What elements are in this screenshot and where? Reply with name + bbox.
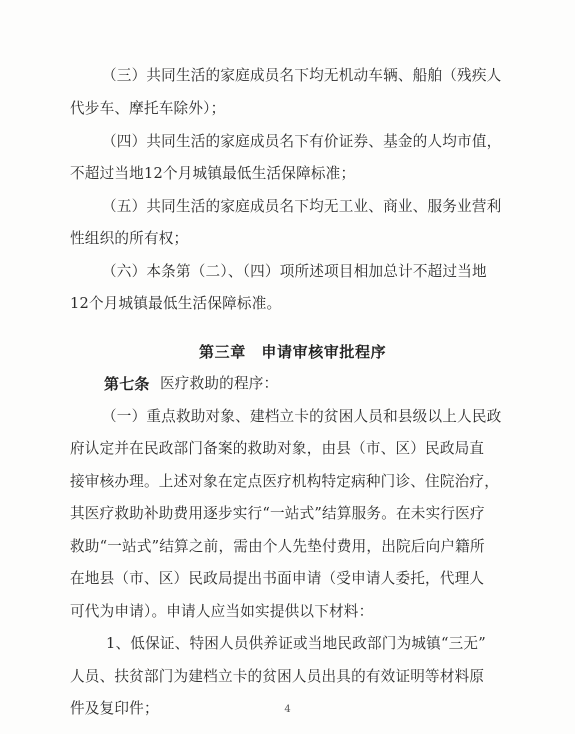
paragraph-text: 12个月城镇最低生活保障标准。: [70, 295, 282, 312]
paragraph-text: （三）共同生活的家庭成员名下均无机动车辆、船舶（残疾人: [102, 67, 502, 84]
paragraph-text: 性组织的所有权；: [70, 230, 189, 247]
body-text: （一）重点救助对象、建档立卡的贫困人员和县级以上人民政: [102, 408, 502, 425]
paragraph-text: （五）共同生活的家庭成员名下均无工业、商业、服务业营利: [102, 198, 502, 215]
body-line: [0, 431, 575, 467]
body-text: 接审核办理。上述对象在定点医疗机构特定病种门诊、住院治疗，: [70, 473, 500, 490]
body-text: 件及复印件；: [70, 700, 159, 717]
paragraph-line: [0, 254, 575, 290]
body-text: 人员、扶贫部门为建档立卡的贫困人员出具的有效证明等材料原: [70, 668, 485, 685]
paragraph-text: （六）本条第（二）、（四）项所述项目相加总计不超过当地: [102, 263, 487, 280]
body-line: [0, 464, 575, 500]
body-text: 救助“一站式”结算之前，需由个人先垫付费用，出院后向户籍所: [70, 538, 485, 555]
paragraph-line: [0, 58, 575, 94]
body-line: [0, 561, 575, 597]
chapter-heading-line: [0, 334, 575, 370]
body-line: [0, 594, 575, 630]
body-line: [0, 399, 575, 435]
body-text: 可代为申请）。申请人应当如实提供以下材料：: [70, 603, 374, 620]
paragraph-line: [0, 221, 575, 257]
article-text: 医疗救助的程序：: [160, 375, 279, 392]
body-line: [0, 626, 575, 662]
paragraph-line: [0, 124, 575, 160]
article-line: [0, 366, 575, 402]
body-text: 其医疗救助补助费用逐步实行“一站式”结算服务。在未实行医疗: [70, 505, 485, 522]
paragraph-line: [0, 189, 575, 225]
body-line: [0, 659, 575, 695]
article-label: 第七条: [104, 375, 150, 393]
body-line: [0, 529, 575, 565]
body-line: [0, 496, 575, 532]
body-text: 1、低保证、特困人员供养证或当地民政部门为城镇“三无”: [106, 635, 486, 652]
paragraph-text: 不超过当地12个月城镇最低生活保障标准；: [70, 165, 356, 182]
page-number: 4: [284, 704, 291, 715]
body-text: 府认定并在民政部门备案的救助对象，由县（市、区）民政局直: [70, 440, 485, 457]
paragraph-line: [0, 286, 575, 322]
paragraph-text: （四）共同生活的家庭成员名下有价证券、基金的人均市值，: [102, 133, 502, 150]
paragraph-line: [0, 91, 575, 127]
paragraph-line: [0, 156, 575, 192]
chapter-heading: 第三章 申请审核审批程序: [199, 343, 387, 361]
paragraph-text: 代步车、摩托车除外）；: [70, 100, 226, 117]
body-text: 在地县（市、区）民政局提出书面申请（受申请人委托，代理人: [70, 570, 485, 587]
